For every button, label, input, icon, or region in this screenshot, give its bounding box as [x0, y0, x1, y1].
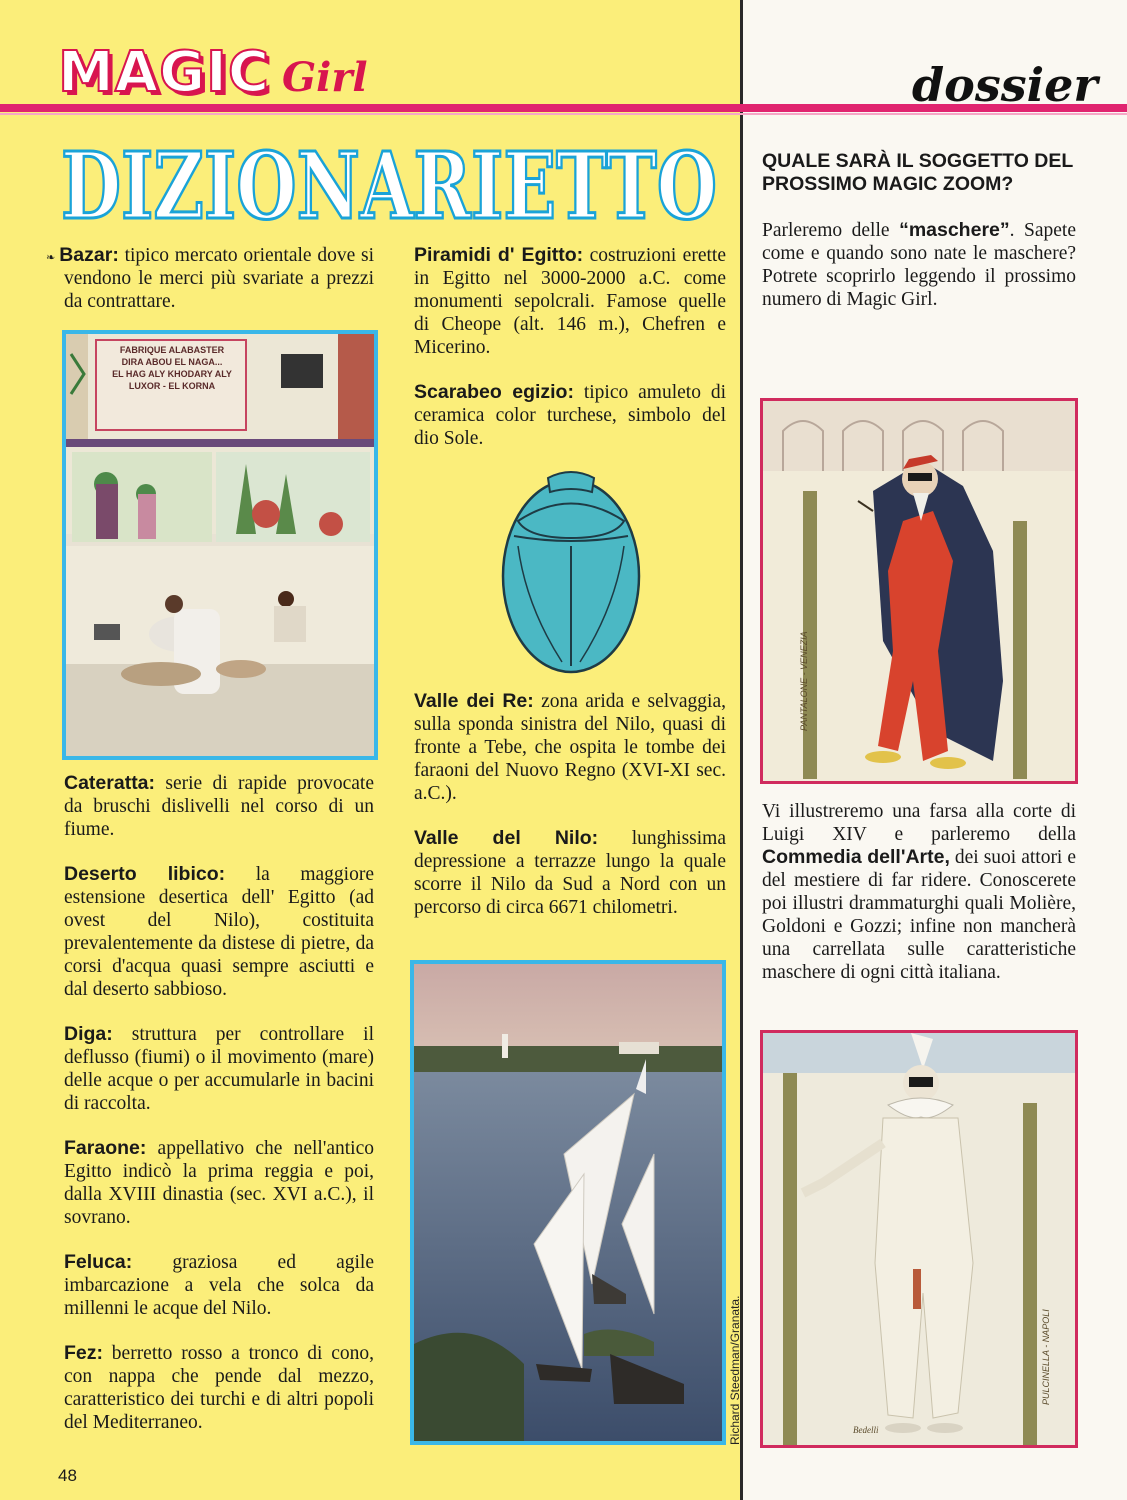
bazar-sign: FABRIQUE ALABASTER DIRA ABOU EL NAGA... EL HAG ALY KHODARY ALY LUXOR - EL KORNA: [112, 345, 232, 392]
page-title: [58, 138, 720, 228]
dossier-body: Vi illustreremo una farsa alla corte di Luigi XIV e parleremo della Commedia dell'Arte, dei suoi attori e del mestiere di far ridere. Conoscerete poi illustri drammaturghi quali Molière, Goldoni e Gozzi; infine non mancherà una carrellata sulle caratteristiche maschere di ogni città italiana.: [762, 801, 1077, 983]
entry-diga: Diga: struttura per controllare il deflusso (fiumi) o il movimento (mare) delle acque o per accumularle in bacini di raccolta.: [64, 1023, 374, 1114]
pulcinella-caption: PULCINELLA - NAPOLI: [1041, 1309, 1051, 1405]
bullet-icon: ❧: [46, 251, 56, 264]
term-bazar: Bazar:: [59, 244, 119, 266]
entry-feluca: Feluca: graziosa ed agile imbarcazione a vela che solca da millenni le acque del Nilo.: [64, 1251, 374, 1319]
entry-bazar: [46, 244, 374, 335]
masthead-logo: [58, 40, 368, 105]
pantalone-postcard: [760, 398, 1078, 784]
entry-valle-nilo: Valle del Nilo: lunghissima depressione a terrazze lungo la quale scorre il Nilo da Sud a Nord con un percorso di circa 6671 chilometri.: [414, 827, 726, 918]
column-1-lower: [64, 772, 374, 1456]
entry-piramidi: Piramidi d' Egitto: costruzioni erette in Egitto nel 3000-2000 a.C. come monumenti sepolcrali. Famose quelle di Cheope (alt. 146 m.), Chefren e Micerino.: [414, 244, 726, 358]
nile-feluca-photo: [410, 960, 726, 1445]
entry-deserto: Deserto libico: la maggiore estensione desertica dell' Egitto (ad ovest del Nilo), costituita prevalentemente da distese di pietre, da corsi d'acqua quasi sempre asciutti e dal deserto sabbioso.: [64, 863, 374, 1000]
pantalone-caption: PANTALONE - VENEZIA: [799, 631, 809, 731]
entry-valle-re: Valle dei Re: zona arida e selvaggia, sulla sponda sinistra del Nilo, quasi di fronte a Tebe, che ospita le tombe dei faraoni del Nuovo Regno (XVI-XI sec. a.C.).: [414, 690, 727, 804]
photo-credit: Richard Steedman/Granata.: [728, 1295, 742, 1445]
entry-faraone: Faraone: appellativo che nell'antico Egitto indicò la prima reggia e poi, dalla XVIII dinastia (sec. XVI a.C.), il sovrano.: [64, 1137, 374, 1228]
def-bazar: tipico mercato orientale dove si vendono le merci più svariate a prezzi da contrattare.: [64, 245, 374, 312]
logo-girl: Girl: [281, 54, 368, 101]
dossier-intro: Parleremo delle “maschere”. Sapete come e quando sono nate le maschere? Potrete scoprirlo leggendo il prossimo numero di Magic Girl.: [762, 218, 1077, 310]
entry-fez: Fez: berretto rosso a tronco di cono, con nappa che pende dal mezzo, caratteristico dei turchi e di altri popoli del Mediterraneo.: [64, 1342, 374, 1433]
header-rule-thin: [0, 113, 1127, 115]
entry-cateratta: Cateratta: serie di rapide provocate da bruschi dislivelli nel corso di un fiume.: [64, 772, 374, 840]
dossier-question: QUALE SARÀ IL SOGGETTO DEL PROSSIMO MAGIC ZOOM?: [762, 150, 1073, 196]
scarab-icon: [496, 466, 646, 676]
section-label: dossier: [912, 58, 1098, 112]
gutter-divider: [740, 0, 743, 1500]
title-graphic: [58, 138, 720, 228]
logo-magic: MAGIC: [58, 40, 270, 105]
column-2-upper: [414, 244, 726, 472]
bazar-photo: [62, 330, 378, 760]
title-text: DIZIONARIETTO: [61, 138, 717, 228]
dossier-column: [762, 150, 1076, 333]
column-2-lower: [414, 690, 726, 941]
page-number: 48: [58, 1466, 77, 1485]
entry-scarabeo: Scarabeo egizio: tipico amuleto di ceramica color turchese, simbolo del dio Sole.: [414, 381, 726, 449]
pulcinella-postcard: [760, 1030, 1078, 1448]
artist-signature: Bedelli: [853, 1425, 879, 1435]
